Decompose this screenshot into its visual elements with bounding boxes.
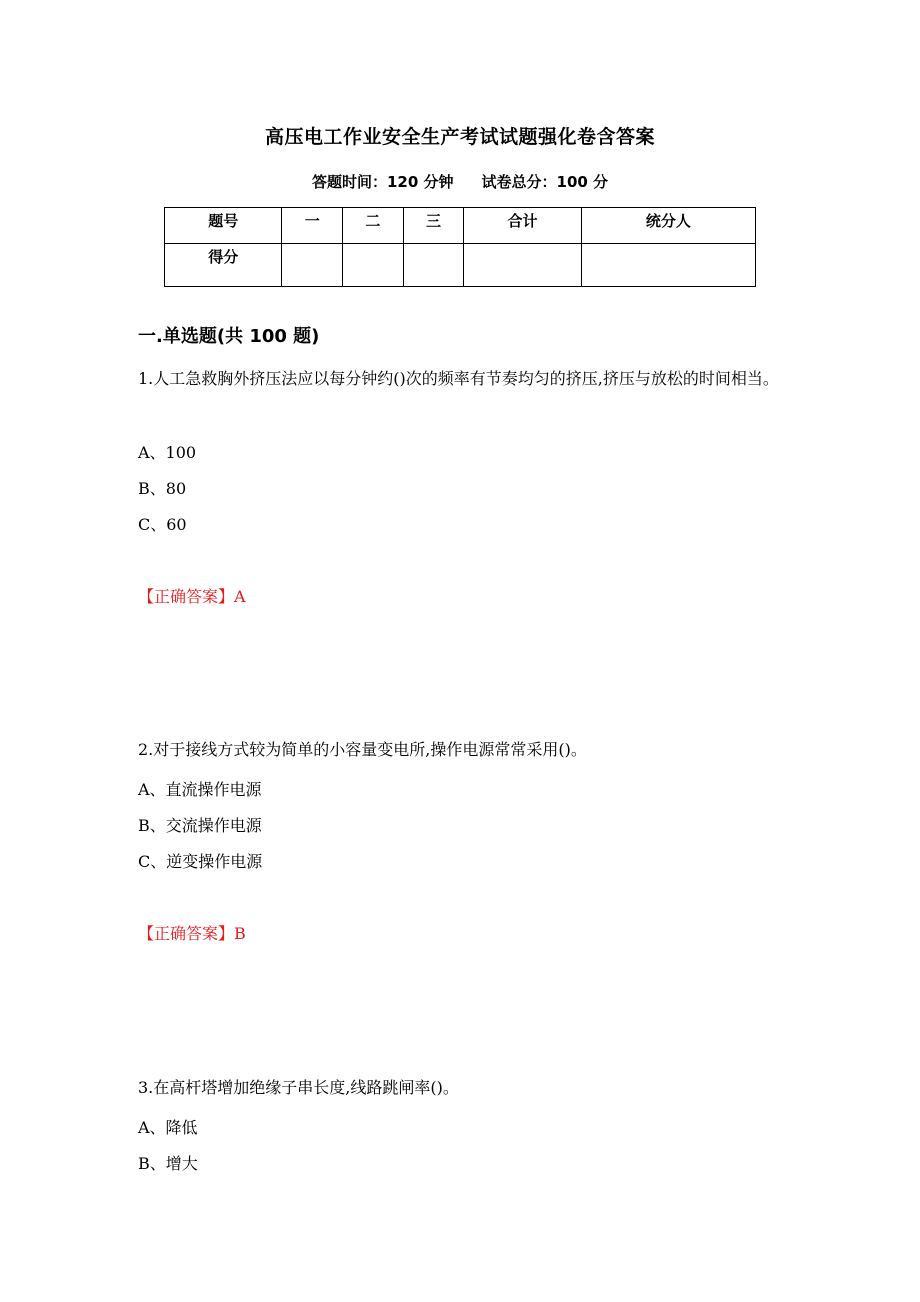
option-item: C、60	[138, 515, 187, 534]
score-header-cell: 二	[343, 208, 404, 244]
question-text: 1.人工急救胸外挤压法应以每分钟约()次的频率有节奏均匀的挤压,挤压与放松的时间相当。	[138, 369, 779, 388]
option-item: B、交流操作电源	[138, 816, 262, 835]
option-item: A、直流操作电源	[138, 780, 262, 799]
score-table	[164, 207, 756, 287]
correct-answer: 【正确答案】B	[138, 924, 246, 943]
question-text: 2.对于接线方式较为简单的小容量变电所,操作电源常常采用()。	[138, 740, 587, 759]
score-row-label: 得分	[165, 244, 282, 287]
score-cell-empty	[343, 244, 404, 287]
score-cell-empty	[403, 244, 464, 287]
exam-meta	[0, 171, 920, 192]
option-item: A、100	[138, 443, 197, 462]
question-text: 3.在高杆塔增加绝缘子串长度,线路跳闸率()。	[138, 1078, 459, 1097]
score-cell-empty	[464, 244, 581, 287]
exam-time: 答题时间：120 分钟	[311, 173, 454, 191]
option-item: B、增大	[138, 1154, 198, 1173]
score-table-header-row	[165, 208, 756, 244]
score-cell-empty	[282, 244, 343, 287]
score-header-cell: 一	[282, 208, 343, 244]
correct-answer: 【正确答案】A	[138, 587, 246, 606]
option-item: A、降低	[138, 1118, 198, 1137]
score-cell-empty	[581, 244, 755, 287]
score-header-cell: 三	[403, 208, 464, 244]
document-title: 高压电工作业安全生产考试试题强化卷含答案	[264, 126, 655, 148]
score-table-score-row	[165, 244, 756, 287]
score-header-cell: 统分人	[581, 208, 755, 244]
option-item: C、逆变操作电源	[138, 852, 263, 871]
exam-total-score: 试卷总分：100 分	[481, 173, 609, 191]
section-title: 一.单选题(共 100 题)	[138, 326, 320, 347]
option-item: B、80	[138, 479, 187, 498]
score-header-cell: 合计	[464, 208, 581, 244]
score-header-cell: 题号	[165, 208, 282, 244]
